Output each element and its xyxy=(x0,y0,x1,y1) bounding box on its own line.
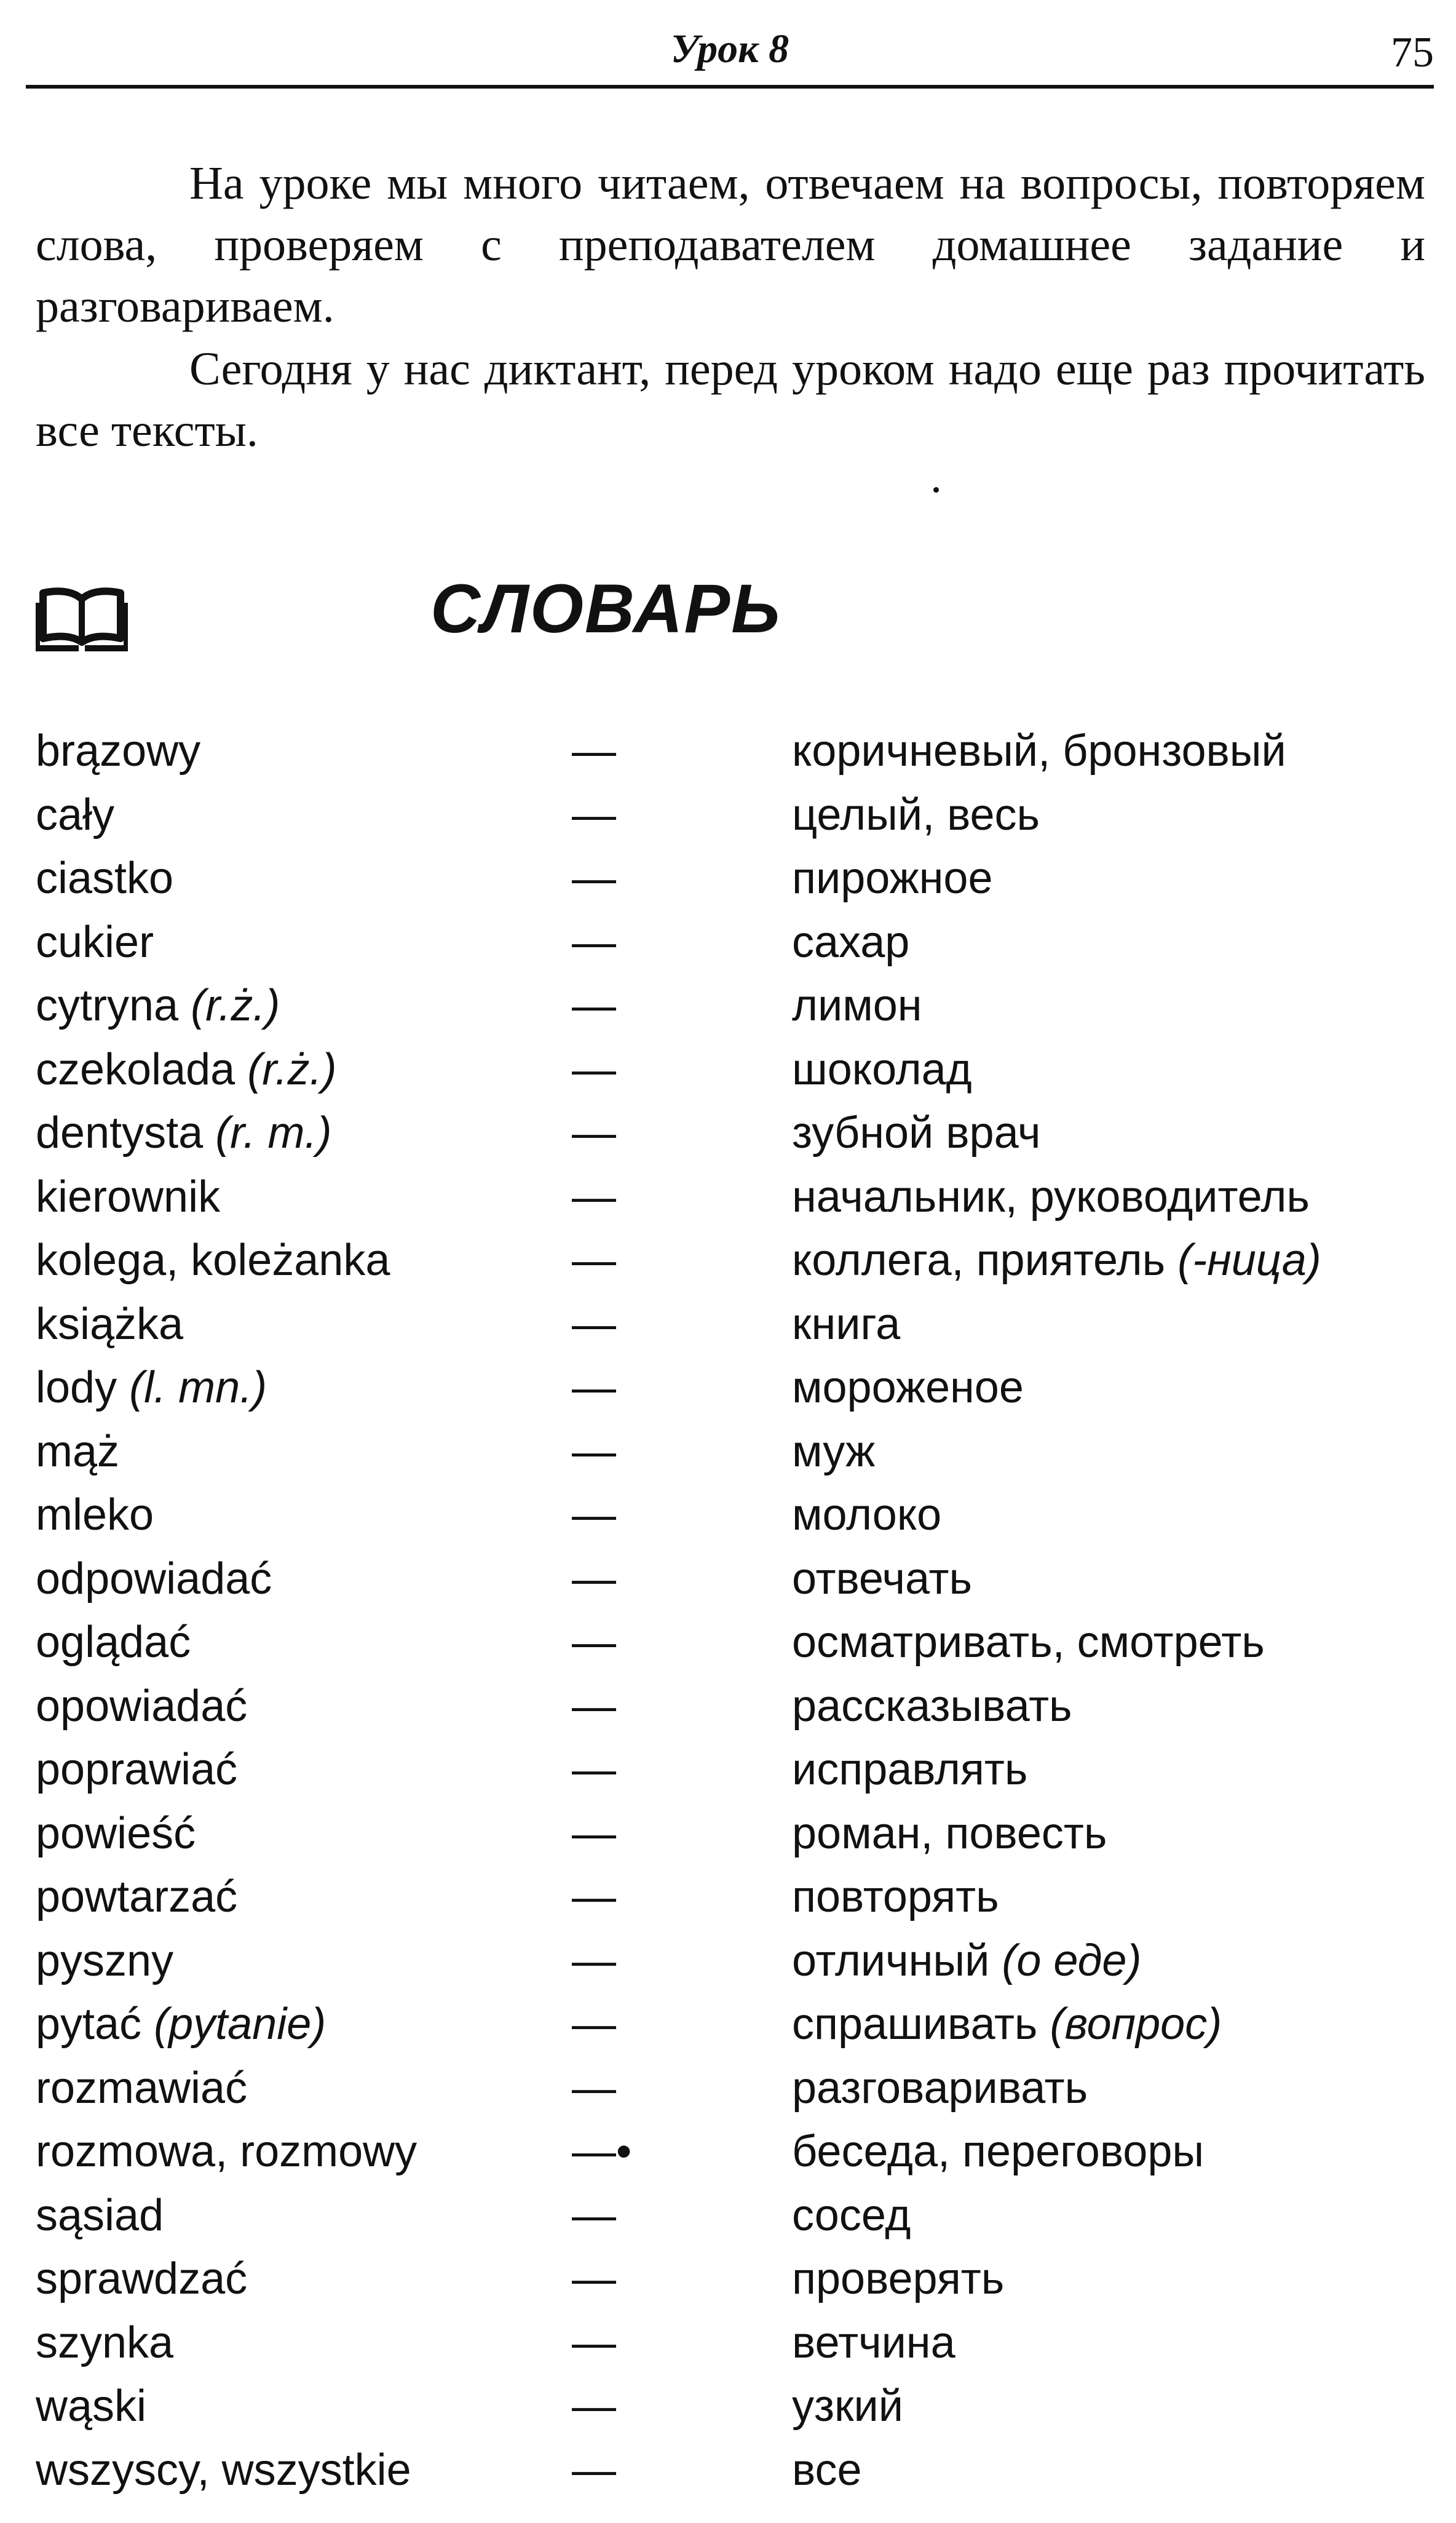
vocabulary-row xyxy=(36,1802,1431,1866)
dash-separator: — xyxy=(572,2254,616,2303)
polish-word: rozmawiać xyxy=(36,2063,248,2113)
polish-word: kolega, koleżanka xyxy=(36,1236,390,1285)
dash-separator: — xyxy=(572,1681,616,1731)
vocabulary-row xyxy=(36,1484,1431,1548)
russian-translation: исправлять xyxy=(792,1745,1028,1794)
polish-word: szynka xyxy=(36,2318,174,2367)
section-title: СЛОВАРЬ xyxy=(430,570,781,647)
russian-translation: проверять xyxy=(792,2254,1005,2303)
vocabulary-row xyxy=(36,1229,1431,1293)
polish-word: cały xyxy=(36,790,115,840)
polish-word: ciastko xyxy=(36,854,174,903)
dash-separator: — xyxy=(572,1426,616,1476)
dash-separator: — xyxy=(572,2063,616,2113)
russian-translation: сосед xyxy=(792,2190,911,2240)
vocabulary-row xyxy=(36,847,1431,911)
vocabulary-row xyxy=(36,1038,1431,1102)
dash-separator: — xyxy=(572,1172,616,1222)
grammar-note: (l. mn.) xyxy=(129,1363,267,1412)
vocabulary-row xyxy=(36,1356,1431,1420)
polish-word: pyszny xyxy=(36,1936,174,1985)
russian-translation: лимон xyxy=(792,981,922,1030)
dash-separator: — xyxy=(572,2190,616,2240)
vocabulary-row xyxy=(36,974,1431,1038)
vocabulary-list xyxy=(36,720,1431,2502)
usage-note: (-ница) xyxy=(1177,1236,1321,1285)
dash-separator: —• xyxy=(572,2127,632,2176)
russian-translation: шоколад xyxy=(792,1044,972,1094)
dash-separator: — xyxy=(572,726,616,776)
grammar-note: (r.ż.) xyxy=(247,1044,337,1094)
dash-separator: — xyxy=(572,2382,616,2431)
polish-word: pytać (pytanie) xyxy=(36,2000,326,2049)
polish-word: cukier xyxy=(36,917,154,967)
polish-word: sąsiad xyxy=(36,2190,164,2240)
polish-word: powieść xyxy=(36,1808,196,1858)
polish-word: oglądać xyxy=(36,1618,191,1667)
polish-word: powtarzać xyxy=(36,1872,238,1921)
dash-separator: — xyxy=(572,1618,616,1667)
polish-word: książka xyxy=(36,1299,184,1349)
polish-word: wąski xyxy=(36,2382,147,2431)
paragraph-1: На уроке мы много читаем, отвечаем на вопросы, повторяем слова, проверяем с преподавателем домашнее задание и разговариваем. xyxy=(36,157,1425,332)
usage-note: (о еде) xyxy=(1002,1936,1142,1985)
vocabulary-row xyxy=(36,2184,1431,2248)
dash-separator: — xyxy=(572,1554,616,1603)
polish-word: czekolada (r.ż.) xyxy=(36,1044,337,1094)
polish-word: kierownik xyxy=(36,1172,221,1222)
dash-separator: — xyxy=(572,917,616,967)
russian-translation: отличный (о еде) xyxy=(792,1936,1142,1985)
russian-translation: книга xyxy=(792,1299,901,1349)
russian-translation: отвечать xyxy=(792,1554,972,1603)
russian-translation: зубной врач xyxy=(792,1108,1041,1158)
polish-word: sprawdzać xyxy=(36,2254,248,2303)
dash-separator: — xyxy=(572,1808,616,1858)
vocabulary-row xyxy=(36,911,1431,975)
russian-translation: коллега, приятель (-ница) xyxy=(792,1236,1321,1285)
vocabulary-row xyxy=(36,1548,1431,1611)
dash-separator: — xyxy=(572,790,616,840)
grammar-note: (pytanie) xyxy=(154,2000,326,2049)
vocabulary-row xyxy=(36,720,1431,784)
polish-word: odpowiadać xyxy=(36,1554,272,1603)
vocabulary-row xyxy=(36,2057,1431,2121)
lesson-title: Урок 8 xyxy=(670,26,789,71)
page-header xyxy=(26,17,1434,89)
russian-translation: спрашивать (вопрос) xyxy=(792,2000,1222,2049)
russian-translation: все xyxy=(792,2445,862,2495)
dash-separator: — xyxy=(572,1044,616,1094)
usage-note: (вопрос) xyxy=(1050,2000,1222,2049)
vocabulary-row xyxy=(36,2120,1431,2184)
russian-translation: сахар xyxy=(792,917,910,967)
vocabulary-row xyxy=(36,2375,1431,2439)
polish-word: brązowy xyxy=(36,726,201,776)
russian-translation: коричневый, бронзовый xyxy=(792,726,1286,776)
dash-separator: — xyxy=(572,2000,616,2049)
vocabulary-row xyxy=(36,1102,1431,1166)
russian-translation: ветчина xyxy=(792,2318,956,2367)
vocabulary-row xyxy=(36,784,1431,848)
page-number: 75 xyxy=(1391,29,1434,76)
russian-translation: муж xyxy=(792,1426,876,1476)
vocabulary-row xyxy=(36,1166,1431,1230)
vocabulary-row xyxy=(36,1420,1431,1484)
russian-translation: целый, весь xyxy=(792,790,1040,840)
vocabulary-row xyxy=(36,1865,1431,1929)
dash-separator: — xyxy=(572,2445,616,2495)
vocabulary-row xyxy=(36,1293,1431,1357)
vocabulary-row xyxy=(36,1929,1431,1993)
grammar-note: (r.ż.) xyxy=(191,981,280,1030)
print-speck xyxy=(933,487,939,493)
dash-separator: — xyxy=(572,854,616,903)
polish-word: poprawiać xyxy=(36,1745,238,1794)
polish-word: mąż xyxy=(36,1426,120,1476)
polish-word: opowiadać xyxy=(36,1681,248,1731)
russian-translation: осматривать, смотреть xyxy=(792,1618,1265,1667)
open-book-icon xyxy=(36,584,128,655)
polish-word: lody (l. mn.) xyxy=(36,1363,267,1412)
russian-translation: роман, повесть xyxy=(792,1808,1107,1858)
russian-translation: беседа, переговоры xyxy=(792,2127,1205,2176)
polish-word: mleko xyxy=(36,1490,154,1540)
dash-separator: — xyxy=(572,1745,616,1794)
dash-separator: — xyxy=(572,1108,616,1158)
paragraph-2: Сегодня у нас диктант, перед уроком надо еще раз прочитать все тексты. xyxy=(36,343,1425,456)
vocabulary-row xyxy=(36,2247,1431,2311)
dash-separator: — xyxy=(572,1299,616,1349)
russian-translation: пирожное xyxy=(792,854,993,903)
russian-translation: рассказывать xyxy=(792,1681,1072,1731)
polish-word: wszyscy, wszystkie xyxy=(36,2445,411,2495)
russian-translation: узкий xyxy=(792,2382,903,2431)
polish-word: dentysta (r. m.) xyxy=(36,1108,332,1158)
dash-separator: — xyxy=(572,981,616,1030)
vocabulary-row xyxy=(36,1611,1431,1675)
vocabulary-row xyxy=(36,1738,1431,1802)
polish-word: rozmowa, rozmowy xyxy=(36,2127,417,2176)
polish-word: cytryna (r.ż.) xyxy=(36,981,280,1030)
dash-separator: — xyxy=(572,1363,616,1412)
russian-translation: начальник, руководитель xyxy=(792,1172,1310,1222)
russian-translation: мороженое xyxy=(792,1363,1024,1412)
dash-separator: — xyxy=(572,1936,616,1985)
dash-separator: — xyxy=(572,1490,616,1540)
vocabulary-row xyxy=(36,2311,1431,2375)
vocabulary-row xyxy=(36,2439,1431,2503)
russian-translation: молоко xyxy=(792,1490,942,1540)
russian-translation: разговаривать xyxy=(792,2063,1088,2113)
vocabulary-row xyxy=(36,1675,1431,1739)
vocabulary-row xyxy=(36,1993,1431,2057)
dash-separator: — xyxy=(572,1872,616,1921)
russian-translation: повторять xyxy=(792,1872,999,1921)
grammar-note: (r. m.) xyxy=(215,1108,332,1158)
dash-separator: — xyxy=(572,2318,616,2367)
dash-separator: — xyxy=(572,1236,616,1285)
